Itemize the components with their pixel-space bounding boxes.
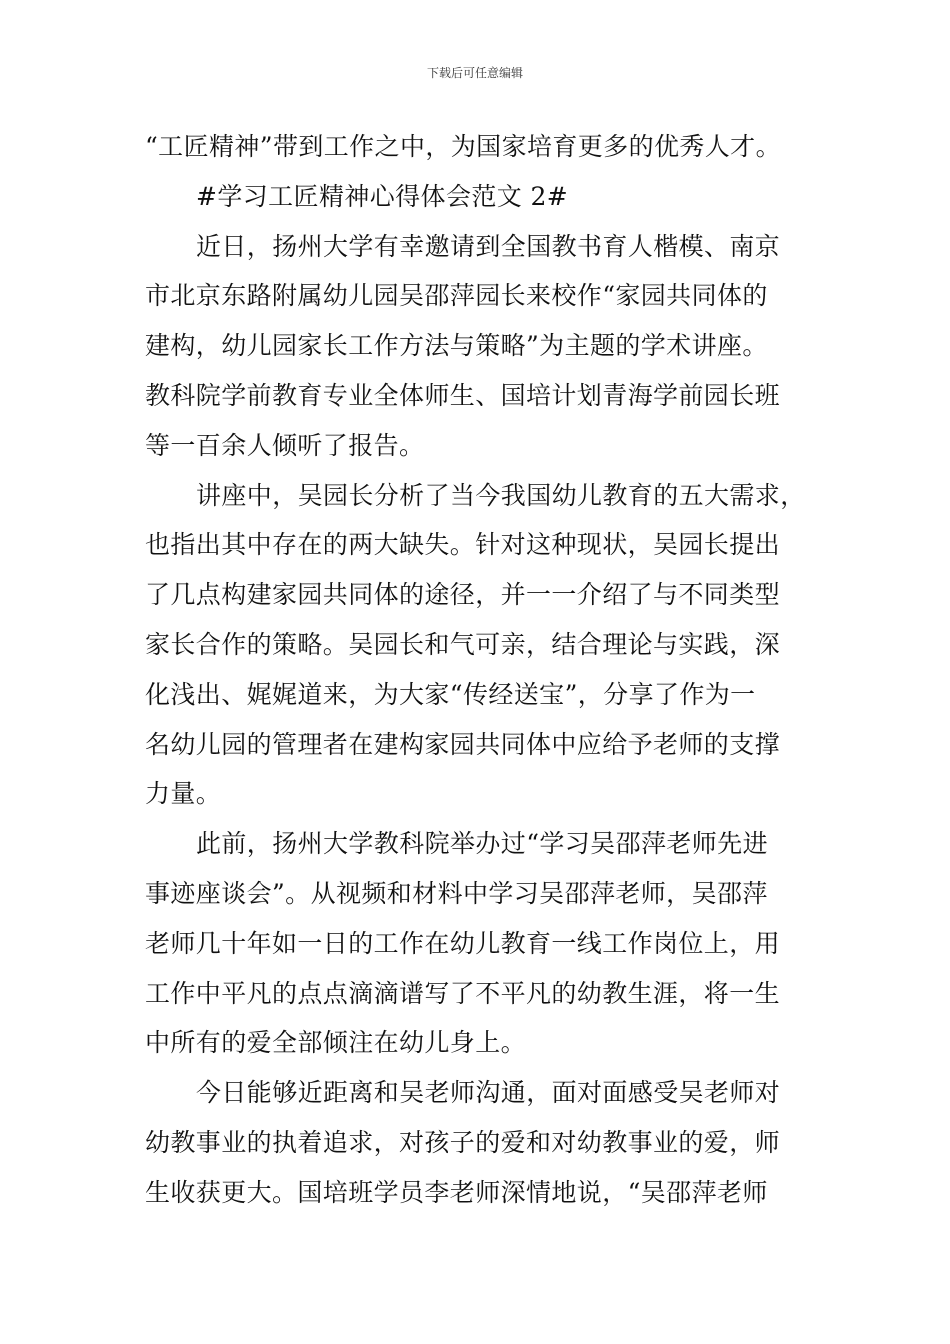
text-line: 此前，扬州大学教科院举办过“学习吴邵萍老师先进 (196, 829, 768, 859)
paragraph-3 (145, 471, 825, 820)
paragraph-5 (145, 1068, 825, 1217)
text-line: 建构，幼儿园家长工作方法与策略”为主题的学术讲座。 (145, 331, 768, 361)
text-line: 市北京东路附属幼儿园吴邵萍园长来校作“家园共同体的 (145, 281, 768, 311)
text-line: 事迹座谈会”。从视频和材料中学习吴邵萍老师，吴邵萍 (145, 878, 768, 908)
heading-line: #学习工匠精神心得体会范文 2# (196, 181, 569, 211)
text-line: 老师几十年如一日的工作在幼儿教育一线工作岗位上，用 (145, 928, 781, 958)
text-line: “工匠精神”带到工作之中，为国家培育更多的优秀人才。 (145, 132, 781, 161)
text-line: 也指出其中存在的两大缺失。针对这种现状，吴园长提出 (145, 530, 781, 560)
text-line: 生收获更大。国培班学员李老师深情地说，“吴邵萍老师 (145, 1177, 768, 1207)
text-line: 等一百余人倾听了报告。 (145, 430, 425, 460)
paragraph-0 (145, 122, 825, 172)
text-line: 化浅出、娓娓道来，为大家“传经送宝”，分享了作为一 (145, 679, 756, 709)
text-line: 讲座中，吴园长分析了当今我国幼儿教育的五大需求， (196, 480, 806, 510)
page-header-note: 下载后可任意编辑 (426, 66, 523, 80)
paragraph-4 (145, 819, 825, 1068)
text-line: 家长合作的策略。吴园长和气可亲，结合理论与实践，深 (145, 629, 781, 659)
text-line: 近日，扬州大学有幸邀请到全国教书育人楷模、南京 (196, 231, 781, 261)
text-line: 了几点构建家园共同体的途径，并一一介绍了与不同类型 (145, 580, 781, 610)
paragraph-2 (145, 222, 825, 471)
text-line: 力量。 (145, 779, 222, 809)
text-line: 教科院学前教育专业全体师生、国培计划青海学前园长班 (145, 380, 781, 410)
text-line: 中所有的爱全部倾注在幼儿身上。 (145, 1028, 527, 1058)
text-line: 名幼儿园的管理者在建构家园共同体中应给予老师的支撑 (145, 729, 781, 759)
text-line: 今日能够近距离和吴老师沟通，面对面感受吴老师对 (196, 1078, 781, 1108)
section-heading (145, 172, 825, 222)
document-body (145, 122, 825, 1218)
text-line: 幼教事业的执着追求，对孩子的爱和对幼教事业的爱，师 (145, 1127, 781, 1157)
text-line: 工作中平凡的点点滴滴谱写了不平凡的幼教生涯，将一生 (145, 978, 781, 1008)
